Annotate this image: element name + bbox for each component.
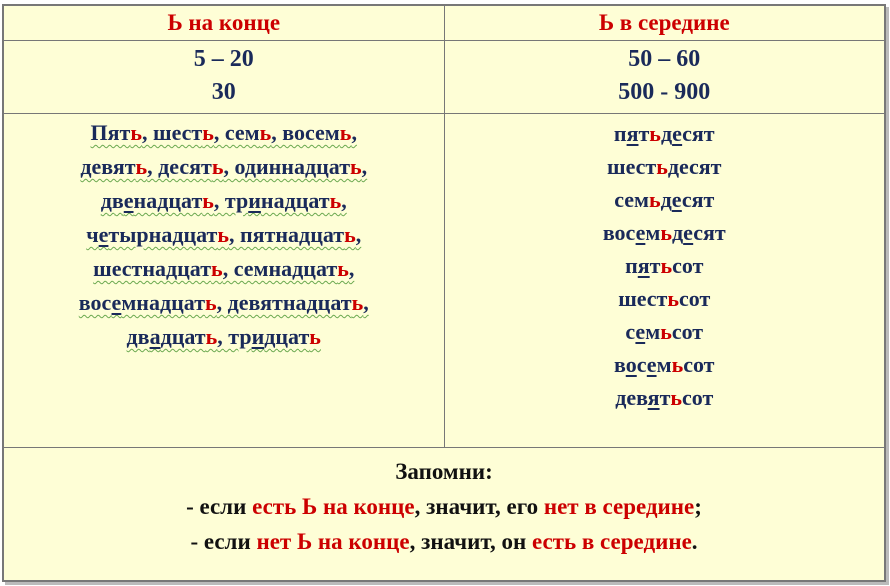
word-item: пятьдесят <box>613 121 715 146</box>
range-right-1: 50 – 60 <box>628 46 701 72</box>
word-item: шестьдесят <box>607 154 722 179</box>
range-left-2: 30 <box>211 79 236 105</box>
word-item: восемьдесят <box>602 220 726 245</box>
memo-title: Запомни: <box>395 459 493 484</box>
middle-soft-sign-words <box>444 114 885 448</box>
memo-line-1: - если есть Ь на конце, значит, его нет в середине; <box>186 494 702 519</box>
numerals-soft-sign-table <box>3 5 885 581</box>
word-item: шестьсот <box>618 286 711 311</box>
header-middle: Ь в середине <box>444 6 885 41</box>
word-line: шестнадцать, семнадцать, <box>93 256 355 281</box>
word-item: девятьсот <box>615 385 714 410</box>
range-right-2: 500 - 900 <box>618 79 711 105</box>
word-item: семьсот <box>625 319 704 344</box>
word-item: восемьсот <box>614 352 715 377</box>
word-line: двадцать, тридцать <box>126 324 321 349</box>
word-line: Пять, шесть, семь, восемь, <box>90 120 357 145</box>
rule-card <box>2 4 886 582</box>
word-line: восемнадцать, девятнадцать, <box>78 290 369 315</box>
range-left-1: 5 – 20 <box>193 46 254 72</box>
end-soft-sign-words <box>4 114 445 448</box>
memo-line-2: - если нет Ь на конце, значит, он есть в середине. <box>190 529 698 554</box>
word-item: семьдесят <box>614 187 715 212</box>
word-line: двенадцать, тринадцать, <box>100 188 347 213</box>
memo-section <box>4 448 885 581</box>
range-right <box>444 41 885 114</box>
word-line: девять, десять, одиннадцать, <box>80 154 368 179</box>
word-item: пятьсот <box>625 253 704 278</box>
header-end: Ь на конце <box>4 6 445 41</box>
range-left <box>4 41 445 114</box>
word-line: четырнадцать, пятнадцать, <box>86 222 362 247</box>
